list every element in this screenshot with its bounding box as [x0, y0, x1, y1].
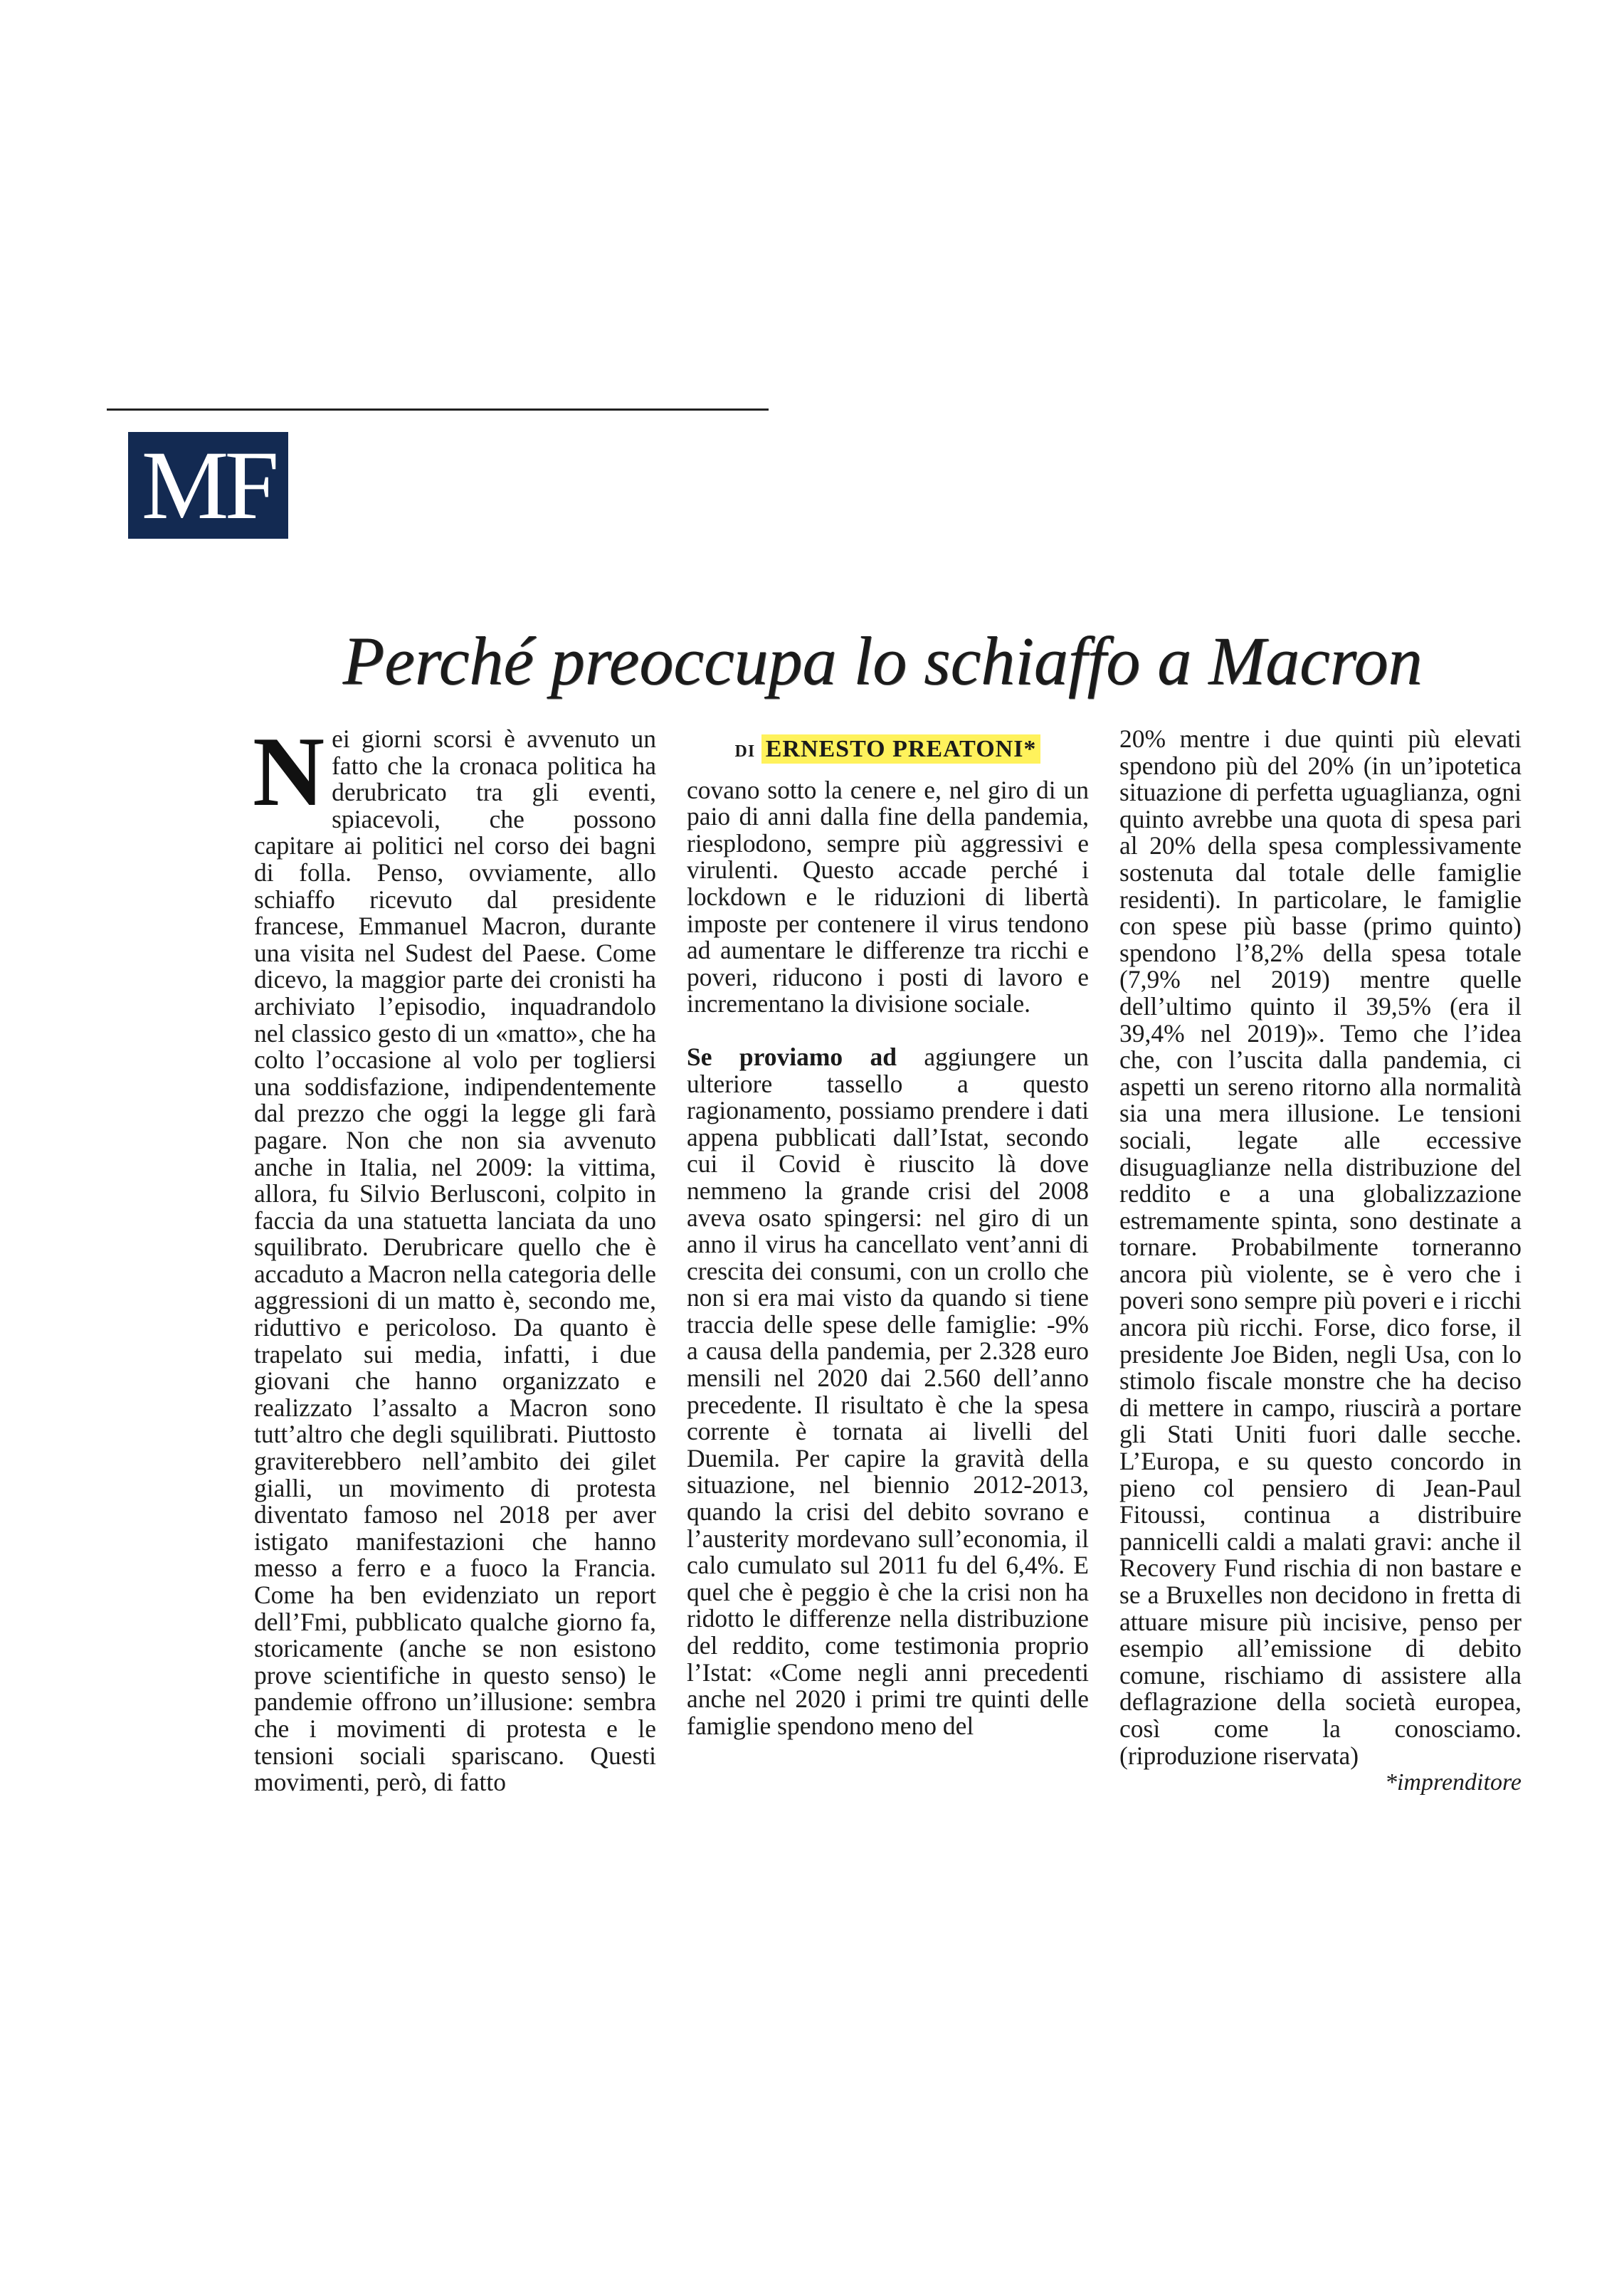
- article-column-1: [253, 717, 656, 1797]
- article-column-3: [1119, 726, 1522, 1796]
- byline-author: ERNESTO PREATONI*: [761, 734, 1041, 764]
- column-2-body-1: covano sotto la cenere e, nel giro di un paio di anni dalla fine della pandemia, riesplodono, sempre più aggressivi e virulenti. Questo accade perché i lockdown e le riduzioni di libertà imposte per contenere il virus tendono ad aumentare le differenze tra ricchi e poveri, riducono i posti di lavoro e incrementano la divisione sociale.: [687, 775, 1089, 1018]
- byline: [687, 736, 1089, 766]
- column-1-body: ei giorni scorsi è avvenuto un fatto che la cronaca politica ha derubricato tra gli eventi, spiacevoli, che possono capitare ai politici nel corso dei bagni di folla. Penso, ovviamente, allo schiaffo ricevuto dal presidente francese, Emmanuel Macron, durante una visita nel Sudest del Paese. Come dicevo, la maggior parte dei cronisti ha archiviato l’episodio, inquadrandolo nel classico gesto di un «matto», che ha colto l’occasione al volo per togliersi una soddisfazione, indipendentemente dal prezzo che oggi la legge gli farà pagare. Non che non sia avvenuto anche in Italia, nel 2009: la vittima, allora, fu Silvio Berlusconi, colpito in faccia da una statuetta lanciata da uno squilibrato. Derubricare quello che è accaduto a Macron nella categoria delle aggressioni di un matto è, secondo me, riduttivo e pericoloso. Da quanto è trapelato sui media, infatti, i due giovani che hanno organizzato e realizzato l’assalto a Macron sono tutt’altro che degli squilibrati. Piuttosto graviterebbero nell’ambito dei gilet gialli, un movimento di protesta diventato famoso nel 2018 per aver istigato manifestazioni che hanno messo a ferro e a fuoco la Francia. Come ha ben evidenziato un report dell’Fmi, pubblicato qualche giorno fa, storicamente (anche se non esistono prove scientifiche in questo senso) le pandemie offrono un’illusione: sembra che i movimenti di protesta e le tensioni sociali spariscano. Questi movimenti, però, di fatto: [254, 724, 656, 1797]
- column-2-paragraph-2: [687, 1044, 1089, 1739]
- column-2-body-2: aggiungere un ulteriore tassello a questo ragionamento, possiamo prendere i dati appena pubblicati dall’Istat, secondo cui il Covid è riuscito là dove nemmeno la grande crisi del 2008 aveva osato spingersi: nel giro di un anno il virus ha cancellato vent’anni di crescita dei consumi, con un crollo che non si era mai visto da quando si tiene traccia delle spese delle famiglie: -9% a causa della pandemia, per 2.328 euro mensili nel 2020 dai 2.560 dell’anno precedente. Il risultato è che la spesa corrente è tornata ai livelli del Duemila. Per capire la gravità della situazione, nel biennio 2012-2013, quando la crisi del debito sovrano e l’austerity mordevano sull’economia, il calo cumulato sul 2011 fu del 6,4%. E quel che è peggio è che la crisi non ha ridotto le differenze nella distribuzione del reddito, come testimonia proprio l’Istat: «Come negli anni precedenti anche nel 2020 i primi tre quinti delle famiglie spendono meno del: [687, 1042, 1089, 1740]
- mf-logo: MF: [128, 432, 288, 539]
- author-signature: *imprenditore: [1384, 1769, 1522, 1796]
- article-headline: Perché preoccupa lo schiaffo a Macron: [342, 623, 1423, 699]
- byline-prefix: DI: [734, 742, 756, 761]
- masthead-rule: [107, 408, 769, 411]
- article-column-2: [687, 736, 1089, 1739]
- column-3-body: 20% mentre i due quinti più elevati spendono più del 20% (in un’ipotetica situazione di perfetta uguaglianza, ogni quinto avrebbe una quota di spesa pari al 20% della spesa complessivamente sostenuta dal totale delle famiglie residenti). In particolare, le famiglie con spese più basse (primo quinto) spendono l’8,2% della spesa totale (7,9% nel 2019) mentre quelle dell’ultimo quinto il 39,5% (era il 39,4% nel 2019)». Temo che l’idea che, con l’uscita dalla pandemia, ci aspetti un sereno ritorno alla normalità sia una mera illusione. Le tensioni sociali, legate alle eccessive disuguaglianze nella distribuzione del reddito e a una globalizzazione estremamente spinta, sono destinate a tornare. Probabilmente torneranno ancora più violente, se è vero che i poveri sono sempre più poveri e i ricchi ancora più ricchi. Forse, dico forse, il presidente Joe Biden, negli Usa, con lo stimolo fiscale monstre che ha deciso di mettere in campo, riuscirà a portare gli Stati Uniti fuori dalle secche. L’Europa, e su questo concordo in pieno col pensiero di Jean-Paul Fitoussi, continua a distribuire pannicelli caldi a malati gravi: anche il Recovery Fund rischia di non bastare e se a Bruxelles non decidono in fretta di attuare misure più incisive, penso per esempio all’emissione di debito comune, rischiamo di assistere alla deflagrazione della società europea, così come la conosciamo. (riproduzione riservata): [1119, 724, 1522, 1770]
- paragraph-lead-in: Se proviamo ad: [687, 1042, 897, 1071]
- drop-cap: N: [253, 717, 325, 827]
